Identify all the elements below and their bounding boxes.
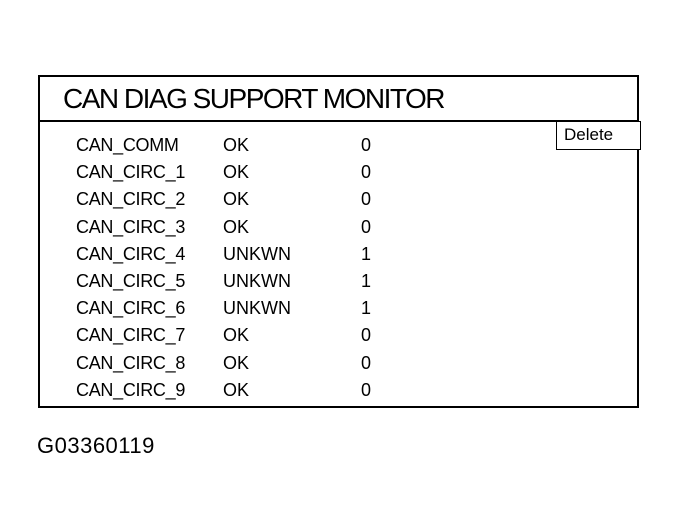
item-name: CAN_CIRC_9 xyxy=(76,379,186,400)
list-item xyxy=(40,214,637,241)
list-item xyxy=(40,377,637,404)
list-item xyxy=(40,159,637,186)
item-count: 0 xyxy=(361,325,372,346)
item-status: OK xyxy=(223,352,250,373)
list-item xyxy=(40,350,637,377)
figure-id: G03360119 xyxy=(37,433,155,458)
list-item xyxy=(40,295,637,322)
list-item xyxy=(40,241,637,268)
list-item xyxy=(40,132,637,159)
page-title: CAN DIAG SUPPORT MONITOR xyxy=(63,83,444,114)
item-count: 0 xyxy=(361,162,372,183)
list-item xyxy=(40,322,637,349)
item-name: CAN_CIRC_2 xyxy=(76,189,186,210)
item-status: OK xyxy=(223,189,250,210)
item-count: 0 xyxy=(361,216,372,237)
item-name: CAN_CIRC_6 xyxy=(76,298,186,319)
item-count: 1 xyxy=(361,298,372,319)
item-status: UNKWN xyxy=(223,298,291,319)
item-count: 1 xyxy=(361,243,372,264)
item-count: 0 xyxy=(361,135,372,155)
item-name: CAN_COMM xyxy=(76,135,179,155)
item-status: OK xyxy=(223,379,250,400)
item-name: CAN_CIRC_4 xyxy=(76,243,186,264)
item-name: CAN_CIRC_7 xyxy=(76,325,186,346)
list-item xyxy=(40,186,637,213)
can-diag-support-monitor-panel xyxy=(38,75,639,408)
item-name: CAN_CIRC_3 xyxy=(76,216,186,237)
item-count: 0 xyxy=(361,379,372,400)
item-count: 0 xyxy=(361,352,372,373)
item-status: OK xyxy=(223,216,250,237)
item-name: CAN_CIRC_8 xyxy=(76,352,186,373)
item-name: CAN_CIRC_5 xyxy=(76,270,186,291)
item-count: 0 xyxy=(361,189,372,210)
monitor-list xyxy=(40,132,637,404)
item-status: UNKWN xyxy=(223,243,291,264)
item-count: 1 xyxy=(361,270,372,291)
item-status: OK xyxy=(223,135,250,155)
title-bar xyxy=(40,77,637,122)
item-status: OK xyxy=(223,325,250,346)
item-status: UNKWN xyxy=(223,270,291,291)
delete-button[interactable]: Delete xyxy=(556,121,641,150)
item-status: OK xyxy=(223,162,250,183)
list-item xyxy=(40,268,637,295)
item-name: CAN_CIRC_1 xyxy=(76,162,186,183)
